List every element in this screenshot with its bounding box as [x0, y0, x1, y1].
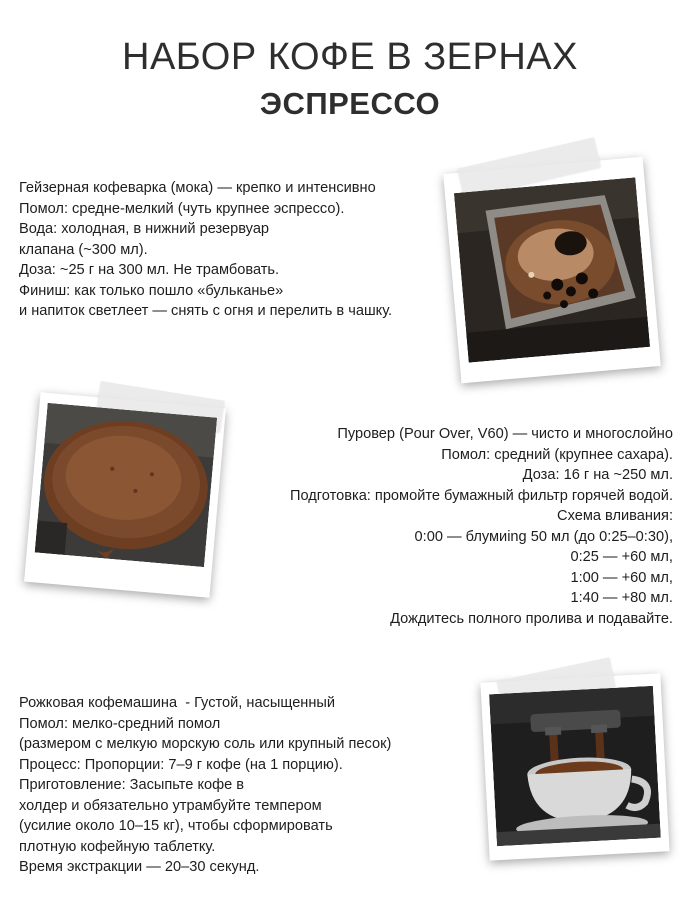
pour-over-line: 1:00 — +60 мл,	[570, 569, 673, 586]
moka-line: Гейзерная кофеварка (мока) — крепко и интенсивно	[19, 180, 376, 196]
espresso-line: Помол: мелко-средний помол	[19, 715, 221, 732]
moka-instructions	[19, 178, 392, 322]
pour-over-line: Схема вливания:	[557, 508, 673, 524]
moka-line: Помол: средне-мелкий (чуть крупнее эспрессо).	[19, 200, 345, 217]
espresso-cup-photo-card	[480, 673, 669, 860]
pour-over-line: Дождитесь полного пролива и подавайте.	[390, 610, 673, 627]
coffee-grounds-photo-card	[24, 392, 226, 597]
espresso-cup-photo-icon	[489, 686, 661, 846]
moka-line: клапана (~300 мл).	[19, 241, 148, 258]
pour-over-line: 0:25 — +60 мл,	[570, 549, 673, 565]
espresso-line: (усилие около 10–15 кг), чтобы сформировать	[19, 818, 333, 834]
page-subtitle: ЭСПРЕССО	[259, 86, 441, 121]
espresso-line: холдер и обязательно утрамбуйте темпером	[19, 797, 322, 814]
pour-over-line: Доза: 16 г на ~250 мл.	[522, 467, 673, 483]
coffee-grounds-photo-icon	[35, 403, 217, 567]
espresso-line: Процесс: Пропорции: 7–9 г кофе (на 1 порцию).	[19, 756, 343, 773]
moka-pot-photo-icon	[454, 177, 650, 362]
pour-over-line: 0:00 — блумиing 50 мл (до 0:25–0:30),	[414, 528, 673, 545]
espresso-line: Приготовление: Засыпьте кофе в	[19, 777, 245, 793]
pour-over-instructions	[290, 424, 673, 629]
moka-line: Вода: холодная, в нижний резервуар	[19, 221, 270, 237]
espresso-line: (размером с мелкую морскую соль или крупный песок)	[19, 736, 392, 752]
espresso-line: Время экстракции — 20–30 секунд.	[19, 859, 260, 875]
pour-over-line: 1:40 — +80 мл.	[570, 590, 673, 606]
espresso-line: Рожковая кофемашина - Густой, насыщенный	[19, 695, 336, 711]
espresso-instructions	[19, 693, 391, 878]
moka-pot-photo-card	[443, 157, 661, 384]
moka-line: Доза: ~25 г на 300 мл. Не трамбовать.	[19, 262, 280, 278]
pour-over-line: Помол: средний (крупнее сахара).	[441, 446, 673, 463]
moka-line: и напиток светлеет — снять с огня и перелить в чашку.	[19, 303, 393, 319]
page-title: НАБОР КОФЕ В ЗЕРНАХ	[122, 36, 578, 78]
pour-over-line: Подготовка: промойте бумажный фильтр горячей водой.	[290, 487, 673, 504]
pour-over-line: Пуровер (Pour Over, V60) — чисто и многослойно	[337, 426, 673, 442]
moka-line: Финиш: как только пошло «бульканье»	[19, 282, 284, 299]
espresso-line: плотную кофейную таблетку.	[19, 838, 216, 855]
